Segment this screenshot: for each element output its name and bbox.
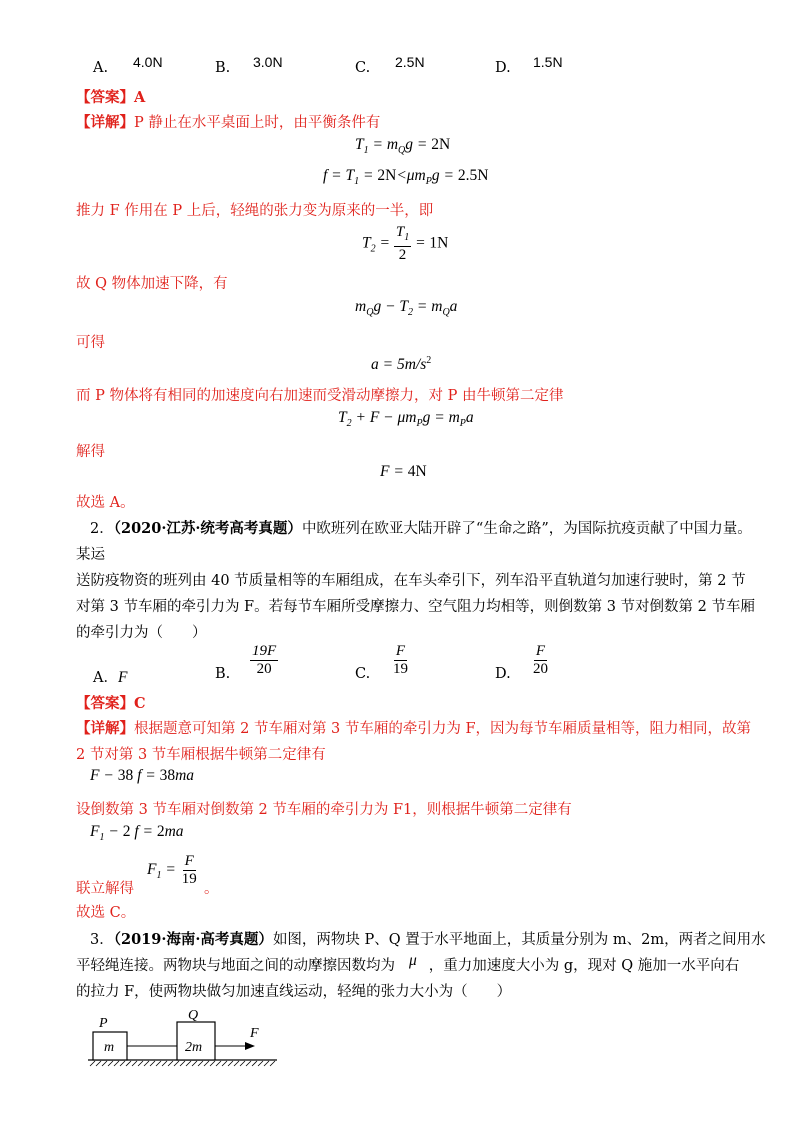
q2-option-d-value: $\frac{F}{20}$: [533, 643, 548, 677]
detail-text: P 静止在水平桌面上时，由平衡条件有: [134, 115, 381, 131]
q2-option-a: A．F: [93, 669, 128, 686]
q2-option-d-label: D.: [495, 666, 511, 682]
q3-number: 3．: [90, 932, 114, 948]
q1-text-kede: 可得: [76, 335, 105, 351]
q2-stem-line4: 对第 3 节车厢的牵引力为 F。若每节车厢所受摩擦力、空气阻力均相等，则倒数第 3 节对倒数第 2 节车厢: [76, 599, 755, 615]
q2-source: （2020·江苏·统考高考真题）: [113, 520, 302, 537]
q2-detail-line2: 2 节对第 3 节车厢根据牛顿第二定律有: [76, 747, 326, 763]
q2-text-lianli: 联立解得: [76, 881, 134, 897]
q2-period: 。: [204, 881, 219, 897]
q3-stem-line3: 的拉力 F，使两物块做匀加速直线运动，轻绳的张力大小为（ ）: [76, 984, 512, 1000]
q1-eq-friction: $f = T_1 = 2N<\mu m_Pg = 2.5N$: [323, 167, 489, 188]
q1-option-d-label: D.: [495, 60, 511, 76]
detail-text: 根据题意可知第 2 节车厢对第 3 节车厢的牵引力为 F，因为每节车厢质量相等，阻力相同，故第: [134, 721, 752, 737]
mu-symbol: μ: [409, 952, 417, 969]
q1-eq-f: F = 4N: [380, 463, 427, 480]
mass-q: 2m: [185, 1040, 203, 1055]
q3-stem-line1: [90, 928, 766, 949]
q1-answer: 【答案】A: [76, 89, 146, 106]
q1-option-a-label: A.: [93, 60, 109, 76]
mass-p: m: [104, 1040, 115, 1055]
q2-answer: 【答案】C: [76, 695, 146, 712]
q1-option-c-label: C.: [355, 60, 371, 76]
q1-option-b-label: B.: [215, 60, 231, 76]
q1-text-push: 推力 F 作用在 P 上后，轻绳的张力变为原来的一半，即: [76, 203, 434, 219]
q2-conclusion: 故选 C。: [76, 905, 136, 921]
q2-eq-2: $F_1 - 2$ f = 2ma: [90, 823, 184, 844]
q1-detail-intro: [76, 111, 380, 132]
ground: [88, 1060, 277, 1066]
q2-option-b-label: B.: [215, 666, 231, 682]
q3-figure: [85, 1010, 285, 1070]
q2-stem-line1: [90, 517, 752, 538]
q2-detail-line1: [76, 717, 751, 738]
q2-option-b-value: $\frac{19F}{20}$: [252, 643, 277, 677]
q1-eq-a: $a = 5m/s^2$: [371, 355, 432, 374]
q1-option-b-value: 3.0N: [253, 54, 283, 70]
q1-option-a-value: 4.0N: [133, 54, 163, 70]
q1-text-q: 故 Q 物体加速下降，有: [76, 276, 228, 292]
fraction: $\frac{T_1}{2}$: [395, 224, 410, 263]
q3-stem-text: 如图，两物块 P、Q 置于水平地面上，其质量分别为 m、2m，两者之间用水: [272, 932, 766, 948]
q1-text-p: 而 P 物体将有相同的加速度向右加速而受滑动摩擦力，对 P 由牛顿第二定律: [76, 388, 564, 404]
q3-source: （2019·海南·高考真题）: [113, 931, 273, 948]
q1-option-d-value: 1.5N: [533, 54, 563, 70]
q2-option-c-label: C.: [355, 666, 371, 682]
q1-conclusion: 故选 A。: [76, 495, 135, 511]
q2-eq-1: F − 38 f = 38ma: [90, 767, 195, 784]
q1-eq-t2: $T_2$ = $\frac{T_1}{2}$ = 1N: [362, 224, 449, 263]
label-force: F: [250, 1026, 259, 1041]
q2-number: 2．: [90, 521, 114, 537]
q1-text-jiede: 解得: [76, 444, 105, 460]
arrow-head-icon: [245, 1042, 255, 1050]
q1-eq-p: $T_2 + F - \mu m_Pg = m_Pa$: [338, 409, 474, 430]
label-p: P: [99, 1016, 108, 1031]
q2-option-c-value: $\frac{F}{19}$: [393, 643, 408, 677]
q2-stem-line2: 某运: [76, 547, 105, 563]
detail-tag: 【详解】: [76, 720, 134, 737]
q1-eq-t1: $T_1 = m_Qg = 2N$: [355, 136, 451, 157]
q3-stem-line2: 平轻绳连接。两物块与地面之间的动摩擦因数均为 μ ，重力加速度大小为 g，现对 Q 施加一水平向右: [76, 952, 740, 974]
q2-stem-line5: 的牵引力为（ ）: [76, 625, 207, 641]
q2-eq-3: $F_1$ = $\frac{F}{19}$: [147, 853, 197, 887]
q2-stem-text: 中欧班列在欧亚大陆开辟了“生命之路”，为国际抗疫贡献了中国力量。: [301, 521, 752, 537]
option-value: F: [117, 669, 128, 686]
q1-eq-q: $m_Qg - T_2 = m_Qa$: [355, 298, 458, 319]
q2-stem-line3: 送防疫物资的班列由 40 节质量相等的车厢组成，在车头牵引下，列车沿平直轨道匀加速行驶时，第 2 节: [76, 573, 746, 589]
label-q: Q: [188, 1010, 199, 1023]
q2-text-set: 设倒数第 3 节车厢对倒数第 2 节车厢的牵引力为 F1，则根据牛顿第二定律有: [76, 802, 572, 818]
q1-option-c-value: 2.5N: [395, 54, 425, 70]
detail-tag: 【详解】: [76, 114, 134, 131]
